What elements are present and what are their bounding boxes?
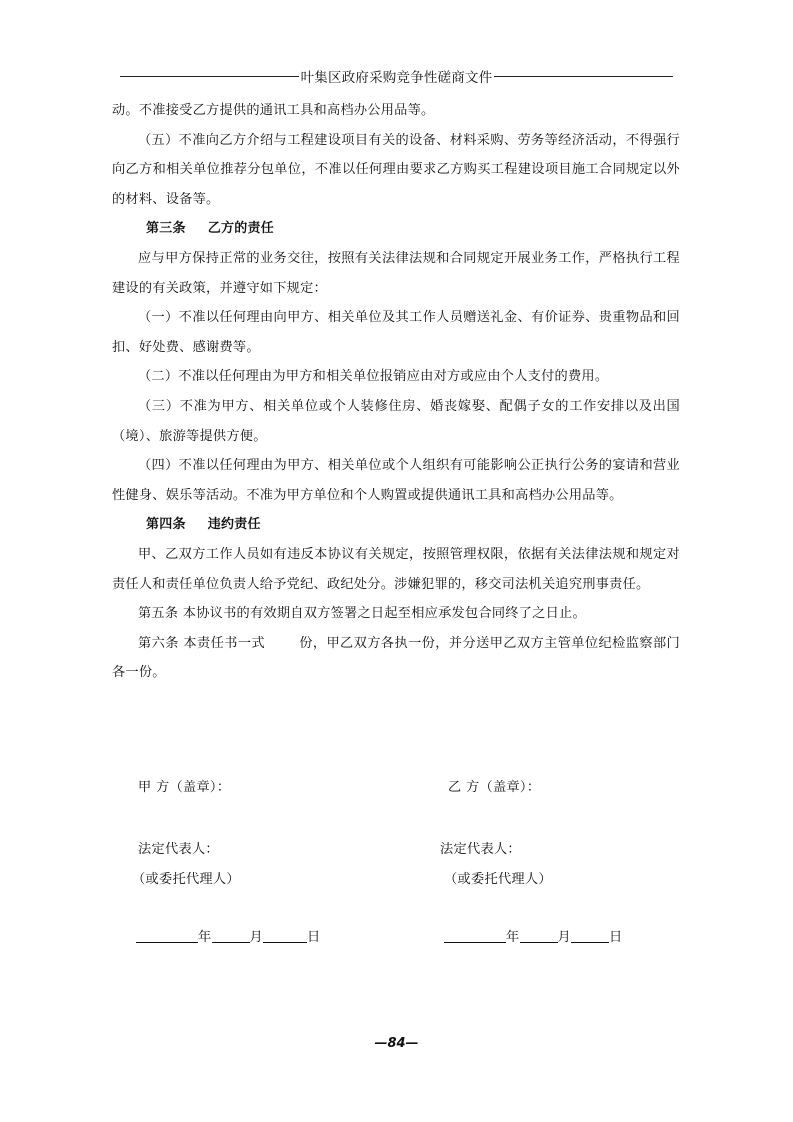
article-3-title: 乙方的责任 <box>207 221 275 237</box>
year-label: 年 <box>198 930 212 945</box>
article-6-part-2: 份，甲乙双方各执一份，并分送甲乙双方主管单位纪检监察部门各一份。 <box>112 635 680 681</box>
party-a-legal-rep-label: 法定代表人： <box>138 842 219 857</box>
party-a-date-line <box>136 926 321 945</box>
article-4-number: 第四条 <box>146 517 186 533</box>
paragraph-continuation: 动。不准接受乙方提供的通讯工具和高档办公用品等。 <box>112 103 435 118</box>
page-header <box>120 66 673 86</box>
month-label: 月 <box>557 930 571 945</box>
page-number: —84— <box>374 1036 419 1051</box>
party-a-seal-label: 甲 方（盖章）： <box>138 780 231 795</box>
year-label: 年 <box>506 930 520 945</box>
paragraph-article-4-body: 甲、乙双方工作人员如有违反本协议有关规定，按照管理权限，依据有关法律法规和规定对责任人和责任单位负责人给予党纪、政纪处分。涉嫌犯罪的，移交司法机关追究刑事责任。 <box>112 546 680 592</box>
party-b-agent-label: （或委托代理人） <box>444 872 552 887</box>
month-blank <box>212 928 250 943</box>
year-blank <box>136 928 198 943</box>
header-rule-right <box>494 76 673 77</box>
paragraph-article-3-intro: 应与甲方保持正常的业务交往，按照有关法律法规和合同规定开展业务工作，严格执行工程建设的有关政策，并遵守如下规定： <box>112 250 680 296</box>
paragraph-article-5: 第五条 本协议书的有效期自双方签署之日起至相应承发包合同终了之日止。 <box>138 606 586 622</box>
header-rule-left <box>120 76 299 77</box>
paragraph-item-4: （四）不准以任何理由为甲方、相关单位或个人组织有可能影响公正执行公务的宴请和营业性健身、娱乐等活动。不准为甲方单位和个人购置或提供通讯工具和高档办公用品等。 <box>112 458 680 503</box>
article-3-number: 第三条 <box>146 221 186 237</box>
paragraph-item-5: （五）不准向乙方介绍与工程建设项目有关的设备、材料采购、劳务等经济活动，不得强行向乙方和相关单位推荐分包单位，不准以任何理由要求乙方购买工程建设项目施工合同规定以外的材料、设备等。 <box>112 132 680 207</box>
article-3-heading <box>112 214 680 244</box>
party-b-date-line <box>444 926 623 945</box>
party-b-seal-label: 乙 方（盖章）： <box>448 780 541 795</box>
document-body <box>112 96 680 688</box>
month-blank <box>520 928 558 943</box>
party-a-agent-label: （或委托代理人） <box>132 872 240 887</box>
article-4-title: 违约责任 <box>207 517 261 533</box>
day-blank <box>571 928 609 943</box>
paragraph-item-2: （二）不准以任何理由为甲方和相关单位报销应由对方或应由个人支付的费用。 <box>138 369 609 385</box>
party-b-legal-rep-label: 法定代表人： <box>440 842 521 857</box>
year-blank <box>444 928 506 943</box>
day-blank <box>263 928 307 943</box>
paragraph-item-3: （三）不准为甲方、相关单位或个人装修住房、婚丧嫁娶、配偶子女的工作安排以及出国（境）、旅游等提供方便。 <box>112 398 680 444</box>
paragraph-article-6 <box>112 629 680 688</box>
day-label: 日 <box>609 930 623 945</box>
article-4-heading <box>112 510 680 540</box>
month-label: 月 <box>249 930 263 945</box>
header-title: 叶集区政府采购竞争性磋商文件 <box>300 70 493 86</box>
paragraph-item-1: （一）不准以任何理由向甲方、相关单位及其工作人员赠送礼金、有价证券、贵重物品和回扣、好处费、感谢费等。 <box>112 310 680 355</box>
day-label: 日 <box>307 930 321 945</box>
article-6-part-1: 第六条 本责任书一式 <box>138 635 266 651</box>
